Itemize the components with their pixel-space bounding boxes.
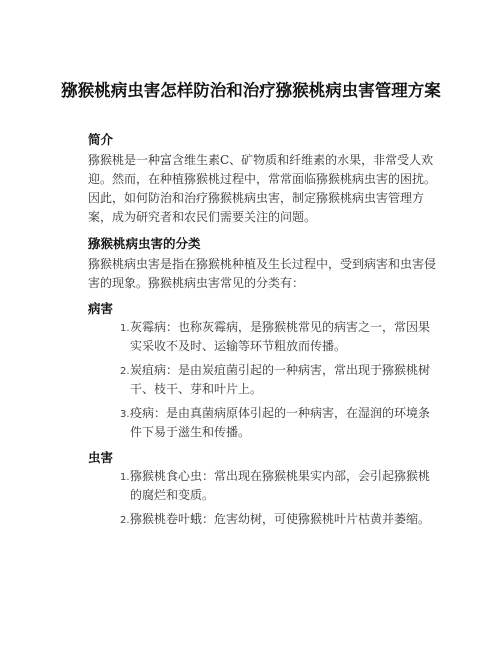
list-item [88,361,438,399]
classification-heading: 猕猴桃病虫害的分类 [88,236,201,251]
list-item [88,467,438,505]
list-item-text: 猕猴桃食心虫：常出现在猕猴桃果实内部，会引起猕猴桃的腐烂和变质。 [130,469,431,502]
list-item-number: 1. [120,323,130,334]
list-item-text: 炭疽病：是由炭疽菌引起的一种病害，常出现于猕猴桃树干、枝干、芽和叶片上。 [130,363,431,396]
list-item-text: 灰霉病：也称灰霉病，是猕猴桃常见的病害之一，常因果实采收不及时、运输等环节粗放而传播。 [130,320,431,353]
list-item-number: 2. [120,515,130,526]
document-title: 猕猴桃病虫害怎样防治和治疗猕猴桃病虫害管理方案 [61,81,441,100]
classification-paragraph [88,255,438,293]
list-item [88,404,438,442]
pests-heading: 虫害 [88,450,114,465]
list-item-text: 猕猴桃卷叶蛾：危害幼树，可使猕猴桃叶片枯黄并萎缩。 [130,512,431,526]
list-item [88,318,438,356]
classification-text: 猕猴桃病虫害是指在猕猴桃种植及生长过程中，受到病害和虫害侵害的现象。猕猴桃病虫害常见的分类有： [88,257,437,290]
list-item-number: 2. [120,366,130,377]
list-item-number: 1. [120,472,130,483]
intro-paragraph [88,151,438,227]
intro-text: 猕猴桃是一种富含维生素C、矿物质和纤维素的水果，非常受人欢迎。然而，在种植猕猴桃过程中，常常面临猕猴桃病虫害的困扰。因此，如何防治和治疗猕猴桃病虫害，制定猕猴桃病虫害管理方案，成为研究者和农民们需要关注的问题。 [88,153,437,224]
list-item-number: 3. [120,409,130,420]
list-item-text: 疫病：是由真菌病原体引起的一种病害，在湿润的环境条件下易于滋生和传播。 [130,406,431,439]
list-item [88,510,438,529]
diseases-heading: 病害 [88,301,114,316]
intro-heading: 简介 [88,132,114,147]
